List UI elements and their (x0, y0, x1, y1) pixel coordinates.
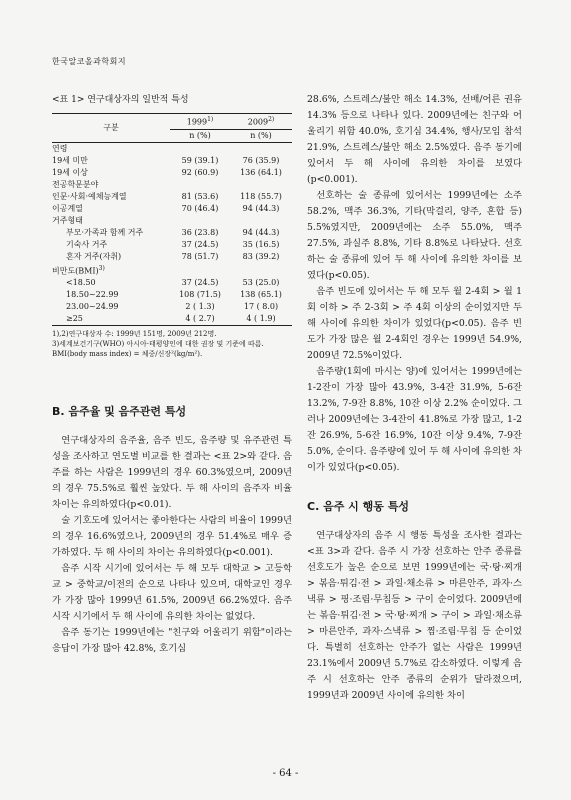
right-para-3: 음주 빈도에 있어서는 두 해 모두 월 2-4회 > 월 1회 이하 > 주 2-3회 > 주 4회 이상의 순이었지만 두 해 사이에 유의한 차이가 있었다(p<0.05). 음주 빈도가 가장 많은 월 2-4회인 경우는 1999년 54.9%, 2009년 72.5%이었다. (307, 286, 522, 361)
value-1999 (170, 263, 230, 278)
value-2009 (230, 263, 292, 278)
value-1999 (170, 179, 230, 191)
value-2009: 136 (64.1) (240, 167, 282, 177)
left-column (52, 92, 292, 657)
value-1999: 37 (24.5) (181, 278, 219, 288)
value-2009 (230, 215, 292, 227)
row-label: 18.50~22.99 (66, 290, 119, 300)
year1-header: 1999$^{1)}$ (170, 114, 230, 130)
table-row (52, 263, 292, 278)
value-2009: 17 ( 8.0) (243, 302, 279, 312)
value-1999: 36 (23.8) (181, 227, 219, 237)
value-2009: 53 (25.0) (242, 278, 280, 288)
row-label: 비만도(BMI)$^{3)}$ (52, 264, 105, 276)
value-2009 (230, 179, 292, 191)
year2-header: 2009$^{2)}$ (230, 114, 292, 130)
row-label: 부모·가족과 함께 거주 (66, 227, 144, 237)
unit-header-2: n (%) (230, 129, 292, 142)
table-row (52, 239, 292, 251)
value-1999: 108 (71.5) (179, 290, 221, 300)
table-row (52, 215, 292, 227)
value-2009: 94 (44.3) (242, 203, 280, 213)
right-para-1: 28.6%, 스트레스/불안 해소 14.3%, 선배/어른 권유 14.3% 등으로 나타나 있다. 2009년에는 친구와 어울리기 위함 40.0%, 호기심 34.4%, 행사/모임 참석 21.9%, 스트레스/불안 해소 2.5%였다. 음주 동기에 있어서 두 해 사이에 유의한 차이를 보였다(p<0.001). (307, 94, 522, 185)
table-row (52, 167, 292, 179)
row-label: 이공계열 (52, 203, 83, 213)
row-label: 19세 이상 (52, 167, 88, 177)
value-2009 (230, 142, 292, 155)
section-c-heading: C. 음주 시 행동 특성 (307, 500, 409, 513)
value-2009: 83 (39.2) (242, 251, 280, 261)
row-label: 인문·사회·예체능계열 (52, 191, 127, 201)
section-b-para-4: 음주 동기는 1999년에는 "친구와 어울리기 위함"이라는 응답이 가장 많아 42.8%, 호기심 (52, 627, 292, 655)
table-caption: <표 1> 연구대상자의 일반적 특성 (52, 95, 189, 105)
value-1999 (170, 215, 230, 227)
table-note-1: 1),2)연구대상자 수: 1999년 151명, 2009년 212명. (52, 330, 217, 339)
table-row (52, 179, 292, 191)
value-2009: 138 (65.1) (240, 290, 282, 300)
value-2009: 35 (16.5) (242, 239, 280, 249)
value-1999: 59 (39.1) (181, 155, 219, 165)
table-row (52, 142, 292, 155)
value-1999: 78 (51.7) (181, 251, 219, 261)
col-group-header: 구분 (52, 114, 170, 143)
page-number: - 64 - (272, 768, 299, 779)
value-1999: 37 (24.5) (181, 239, 219, 249)
table-row (52, 155, 292, 167)
table-row (52, 277, 292, 289)
value-1999: 4 ( 2.7) (170, 313, 230, 326)
row-label: 기숙사 거주 (66, 239, 108, 249)
right-para-4: 음주량(1회에 마시는 양)에 있어서는 1999년에는 1-2잔이 가장 많아 43.9%, 3-4잔 31.9%, 5-6잔 13.2%, 7-9잔 8.8%, 10잔 이상 2.2% 순이었다. 그러나 2009년에는 3-4잔이 41.8%로 가장 많고, 1-2잔 26.9%, 5-6잔 16.9%, 10잔 이상 9.4%, 7-9잔 5.0%, 순이다. 음주량에 있어 두 해 사이에 유의한 차이가 있었다(p<0.05). (307, 366, 522, 473)
row-label: <18.50 (66, 278, 96, 288)
table-row (52, 289, 292, 301)
table-notes (52, 329, 292, 359)
value-1999: 81 (53.6) (181, 191, 219, 201)
value-2009: 94 (44.3) (242, 227, 280, 237)
row-label: 혼자 거주(자취) (66, 251, 122, 261)
right-para-2: 선호하는 술 종류에 있어서는 1999년에는 소주 58.2%, 맥주 36.3%, 기타(막걸리, 양주, 혼합 등) 5.5%였지만, 2009년에는 소주 55.0%, 맥주 27.5%, 과실주 8.8%, 기타 8.8%로 나타났다. 선호하는 술 종류에 있어 두 해 사이에 유의한 차이를 보였다(p<0.05). (307, 190, 522, 281)
section-b-para-2: 술 기호도에 있어서는 좋아한다는 사람의 비율이 1999년의 경우 16.6%였으나, 2009년의 경우 51.4%로 매우 증가하였다. 두 해 사이의 차이는 유의하였다(p<0.001). (52, 515, 292, 559)
row-label: 23.00~24.99 (66, 302, 119, 312)
unit-header-1: n (%) (170, 129, 230, 142)
value-2009: 118 (55.7) (240, 191, 282, 201)
table-note-2: 3)세계보건기구(WHO) 아시아·태평양인에 대한 권장 및 기준에 따름. (52, 340, 264, 349)
table-row (52, 203, 292, 215)
value-1999: 92 (60.9) (181, 167, 219, 177)
table-row (52, 313, 292, 326)
section-b-para-1: 연구대상자의 음주율, 음주 빈도, 음주량 및 유주관련 특성을 조사하고 연도별 비교를 한 결과는 <표 2>와 같다. 음주를 하는 사람은 1999년의 경우 60.3%였으며, 2009년의 경우 75.5%로 훨씬 높았다. 두 해 사이의 음주자 비율 차이는 유의하였다(p<0.01). (52, 435, 292, 511)
right-column (307, 92, 522, 704)
row-label: ≥25 (52, 313, 170, 326)
value-1999 (170, 142, 230, 155)
table-row (52, 251, 292, 263)
section-c-para: 연구대상자의 음주 시 행동 특성을 조사한 결과는 <표 3>과 같다. 음주 시 가장 선호하는 안주 종류를 선호도가 높은 순으로 보면 1999년에는 국·탕·찌개 > 볶음·튀김·전 > 과일·채소류 > 마른안주, 과자·스낵류 > 핑·조림·무침등 > 구이 순이었다. 2009년에는 볶음·튀김·전 > 국·탕·찌개 > 구이 > 과일·채소류 > 마른안주, 과자·스낵류 > 찜·조림·무침 등 순이었다. 특별히 선호하는 안주가 없는 사람은 1999년 23.1%에서 2009년 5.7%로 감소하였다. 이렇게 음주 시 선호하는 안주 종류의 순위가 달라졌으며, 1999년과 2009년 사이에 유의한 차이 (307, 530, 522, 701)
value-1999: 70 (46.4) (181, 203, 219, 213)
row-label: 거주형태 (52, 215, 83, 225)
characteristics-table (52, 113, 292, 326)
section-b-para-3: 음주 시작 시기에 있어서는 두 해 모두 대학교 > 고등학교 > 중학교/이전의 순으로 나타나 있으며, 대학교인 경우가 가장 많아 1999년 61.5%, 2009년 66.2%였다. 음주 시작 시기에서 두 해 사이에 유의한 차이는 없었다. (52, 563, 292, 623)
section-b-heading: B. 음주율 및 음주관련 특성 (52, 405, 187, 419)
row-label: 연령 (52, 143, 68, 153)
value-2009: 76 (35.9) (242, 155, 280, 165)
table-note-3: BMI(body mass index) = 체중/신장²(kg/m²). (52, 350, 203, 359)
value-1999: 2 ( 1.3) (185, 302, 215, 312)
row-label: 19세 미만 (52, 155, 88, 165)
journal-title: 한국알코올과학회지 (52, 57, 127, 66)
table-row (52, 191, 292, 203)
value-2009: 4 ( 1.9) (230, 313, 292, 326)
table-row (52, 301, 292, 313)
row-label: 전공학문분야 (52, 179, 99, 189)
table-row (52, 227, 292, 239)
